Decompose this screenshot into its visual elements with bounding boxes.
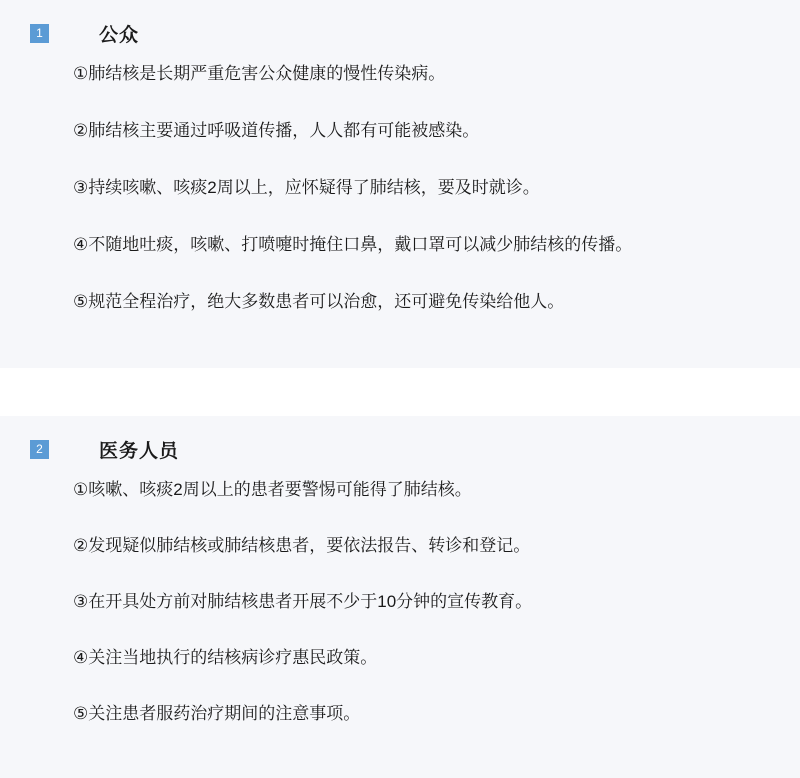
section-title: 公众: [99, 25, 140, 46]
list-item: ⑤关注患者服药治疗期间的注意事项。: [73, 704, 361, 723]
section-public: [0, 0, 800, 368]
section-medical-staff: [0, 416, 800, 778]
section-header: [30, 436, 770, 463]
list-item: ②肺结核主要通过呼吸道传播，人人都有可能被感染。: [73, 121, 480, 140]
section-number-badge: 2: [30, 440, 49, 459]
section-number-badge: 1: [30, 24, 49, 43]
section-header: [30, 20, 770, 47]
list-item: ③在开具处方前对肺结核患者开展不少于10分钟的宣传教育。: [73, 592, 533, 611]
list-item: ②发现疑似肺结核或肺结核患者，要依法报告、转诊和登记。: [73, 536, 531, 555]
list-item: ⑤规范全程治疗，绝大多数患者可以治愈，还可避免传染给他人。: [73, 292, 565, 311]
list-item: ④关注当地执行的结核病诊疗惠民政策。: [73, 648, 378, 667]
section-title: 医务人员: [99, 441, 180, 462]
section-divider: [0, 368, 800, 416]
list-item: ①咳嗽、咳痰2周以上的患者要警惕可能得了肺结核。: [73, 480, 472, 499]
list-item: ④不随地吐痰，咳嗽、打喷嚏时掩住口鼻，戴口罩可以减少肺结核的传播。: [73, 235, 633, 254]
list-item: ①肺结核是长期严重危害公众健康的慢性传染病。: [73, 64, 446, 83]
list-item: ③持续咳嗽、咳痰2周以上，应怀疑得了肺结核，要及时就诊。: [73, 178, 540, 197]
